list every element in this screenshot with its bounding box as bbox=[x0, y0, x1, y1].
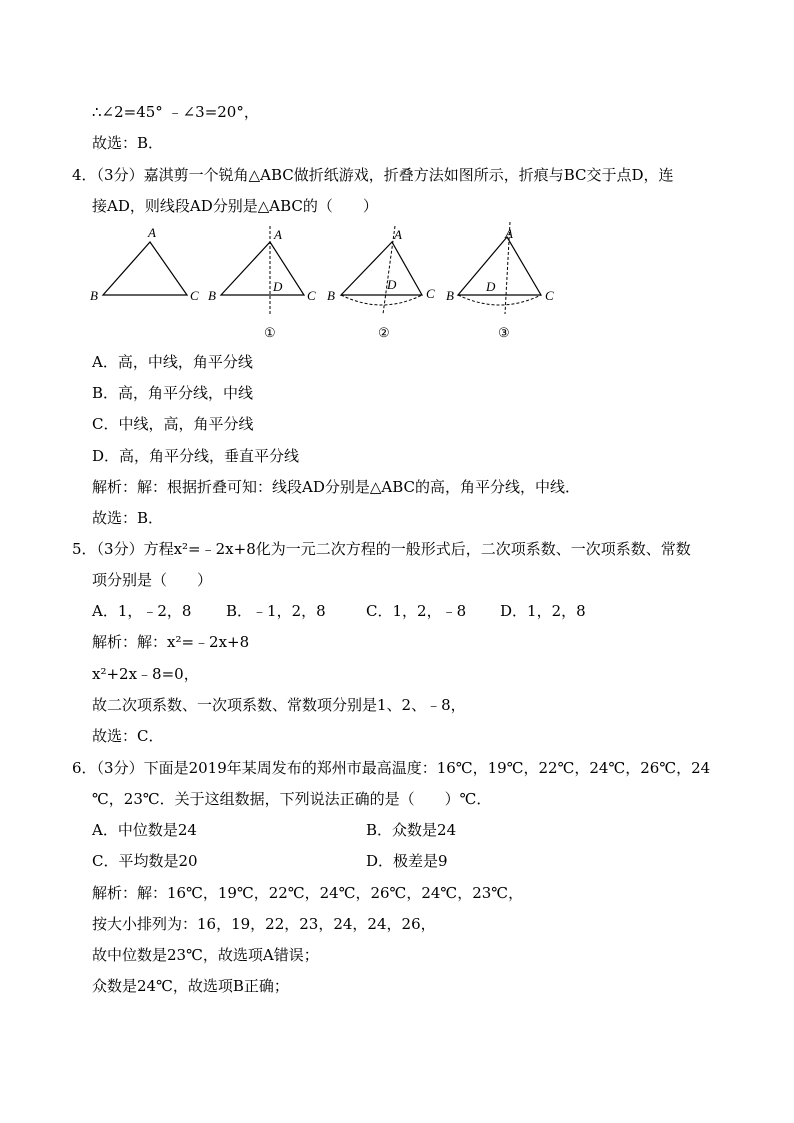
label-C: C bbox=[426, 286, 435, 301]
line-answer-3: 故选：B． bbox=[92, 134, 164, 152]
q6-option-a: A．中位数是24 bbox=[92, 821, 197, 839]
q4-option-b: B．高，角平分线，中线 bbox=[92, 384, 254, 402]
label-B: B bbox=[446, 288, 454, 303]
question-5-stem-cont: 项分别是（ ） bbox=[92, 571, 213, 589]
label-C: C bbox=[307, 288, 316, 303]
label-B: B bbox=[327, 288, 335, 303]
question-6-stem-cont: ℃，23℃．关于这组数据，下列说法正确的是（ ）℃． bbox=[92, 790, 492, 808]
q4-solution: 解析：解：根据折叠可知：线段AD分别是△ABC的高，角平分线，中线． bbox=[92, 478, 581, 496]
q6-option-c: C．平均数是20 bbox=[92, 852, 198, 870]
q6-solution-4: 众数是24℃，故选项B正确； bbox=[92, 977, 289, 995]
label-D: D bbox=[486, 279, 496, 294]
triangle-original bbox=[90, 225, 199, 303]
q4-answer: 故选：B． bbox=[92, 509, 164, 527]
q6-solution-2: 按大小排列为：16，19，22，23，24，24，26， bbox=[92, 915, 436, 933]
q5-answer: 故选：C． bbox=[92, 727, 164, 745]
label-C: C bbox=[545, 288, 554, 303]
question-4-stem-cont: 接AD，则线段AD分别是△ABC的（ ） bbox=[92, 197, 378, 215]
q5-option-b: B．﹣1，2，8 bbox=[226, 602, 326, 620]
label-D: D bbox=[387, 277, 397, 292]
question-6-stem: 6．（3分）下面是2019年某周发布的郑州市最高温度：16℃，19℃，22℃，24℃，26℃，24 bbox=[72, 759, 711, 777]
caption-3: ③ bbox=[498, 325, 510, 340]
q5-option-d: D．1，2，8 bbox=[500, 602, 586, 620]
label-A: A bbox=[505, 226, 513, 241]
q5-solution-3: 故二次项系数、一次项系数、常数项分别是1、2、﹣8， bbox=[92, 696, 466, 714]
triangle-fold-2 bbox=[327, 226, 435, 340]
label-D: D bbox=[273, 279, 283, 294]
q5-solution-2: x²+2x﹣8=0， bbox=[92, 665, 199, 683]
label-A: A bbox=[148, 225, 156, 240]
q6-option-d: D．极差是9 bbox=[366, 852, 448, 870]
question-4-stem: 4．（3分）嘉淇剪一个锐角△ABC做折纸游戏，折叠方法如图所示，折痕与BC交于点D，连 bbox=[72, 166, 674, 184]
q6-solution-3: 故中位数是23℃，故选项A错误； bbox=[92, 946, 319, 964]
q6-option-b: B．众数是24 bbox=[366, 821, 457, 839]
folding-figure bbox=[86, 222, 566, 346]
label-A: A bbox=[394, 227, 402, 242]
line-conclusion: ∴∠2=45° ﹣∠3=20°， bbox=[92, 103, 259, 121]
triangle-fold-1 bbox=[208, 226, 316, 340]
caption-2: ② bbox=[378, 325, 390, 340]
q4-option-d: D．高，角平分线，垂直平分线 bbox=[92, 447, 300, 465]
label-A: A bbox=[274, 227, 282, 242]
triangle-fold-3 bbox=[446, 222, 554, 340]
label-B: B bbox=[90, 288, 98, 303]
label-B: B bbox=[208, 288, 216, 303]
q5-solution-1: 解析：解：x²=﹣2x+8 bbox=[92, 633, 250, 651]
caption-1: ① bbox=[264, 325, 276, 340]
q5-option-c: C．1，2，﹣8 bbox=[366, 602, 467, 620]
q5-option-a: A．1，﹣2，8 bbox=[92, 602, 192, 620]
q6-solution-1: 解析：解：16℃，19℃，22℃，24℃，26℃，24℃，23℃， bbox=[92, 884, 524, 902]
question-5-stem: 5．（3分）方程x²=﹣2x+8化为一元二次方程的一般形式后，二次项系数、一次项系数、常数 bbox=[72, 540, 691, 558]
q4-option-a: A．高，中线，角平分线 bbox=[92, 353, 253, 371]
q4-option-c: C．中线，高，角平分线 bbox=[92, 415, 254, 433]
label-C: C bbox=[190, 288, 199, 303]
